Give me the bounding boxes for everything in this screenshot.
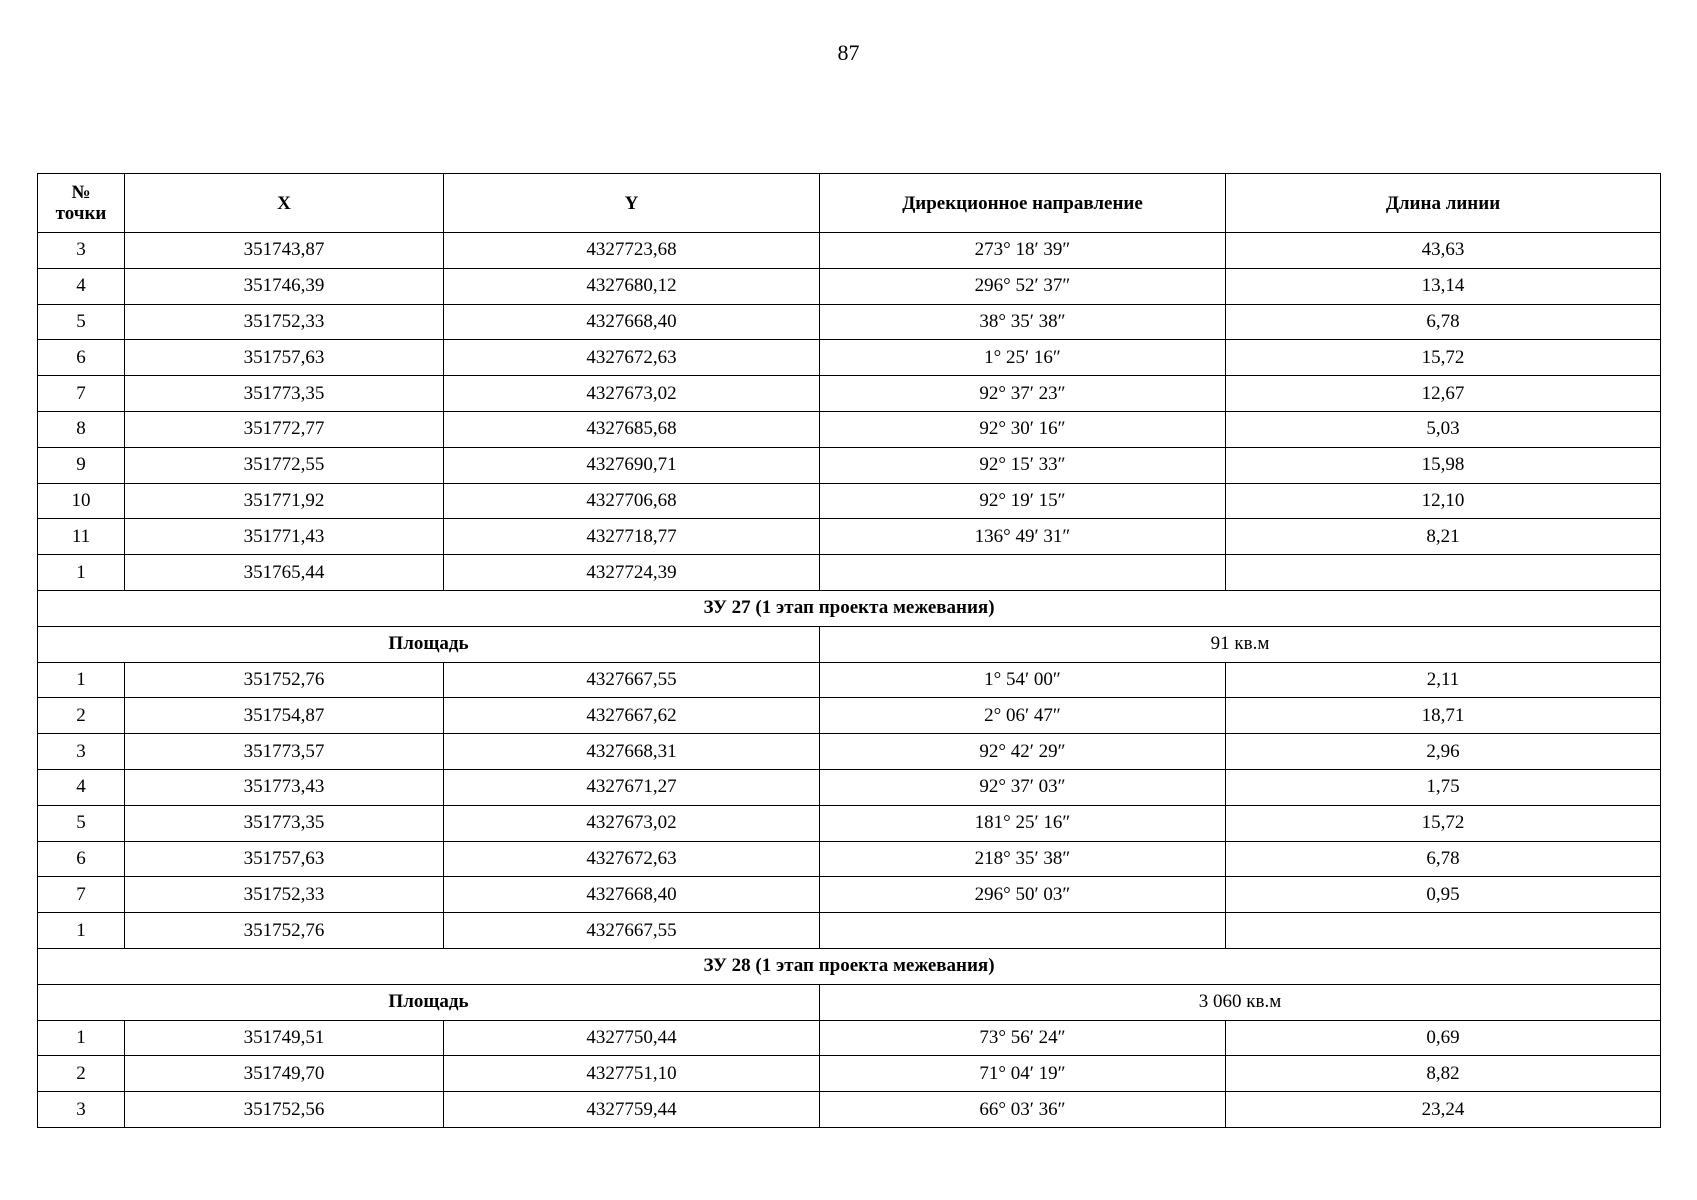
- cell-x: 351749,51: [125, 1020, 444, 1056]
- section-title-row-zu27: [38, 590, 1661, 626]
- cell-point-number: 5: [38, 304, 125, 340]
- cell-length: 6,78: [1226, 841, 1661, 877]
- section-title: ЗУ 28 (1 этап проекта межевания): [38, 948, 1661, 984]
- table-row: [38, 769, 1661, 805]
- cell-x: 351746,39: [125, 268, 444, 304]
- cell-y: 4327672,63: [444, 841, 820, 877]
- header-point-number-line1: №: [71, 182, 91, 203]
- cell-x: 351771,43: [125, 519, 444, 555]
- table-row: [38, 805, 1661, 841]
- cell-length: 15,98: [1226, 447, 1661, 483]
- cell-y: 4327690,71: [444, 447, 820, 483]
- section-title-row-zu28: [38, 948, 1661, 984]
- cell-y: 4327667,55: [444, 662, 820, 698]
- table-row: [38, 268, 1661, 304]
- cell-length: 0,95: [1226, 877, 1661, 913]
- cell-x: 351749,70: [125, 1056, 444, 1092]
- cell-point-number: 5: [38, 805, 125, 841]
- cell-point-number: 3: [38, 1092, 125, 1128]
- area-row-zu28: [38, 984, 1661, 1020]
- cell-direction: 71° 04′ 19″: [820, 1056, 1226, 1092]
- table-row: [38, 698, 1661, 734]
- cell-x: 351773,57: [125, 734, 444, 770]
- cell-point-number: 7: [38, 877, 125, 913]
- cell-x: 351765,44: [125, 555, 444, 591]
- cell-y: 4327680,12: [444, 268, 820, 304]
- cell-length: 23,24: [1226, 1092, 1661, 1128]
- cell-point-number: 6: [38, 841, 125, 877]
- cell-point-number: 6: [38, 340, 125, 376]
- header-row: [38, 174, 1661, 233]
- table-row: [38, 734, 1661, 770]
- cell-point-number: 1: [38, 662, 125, 698]
- cell-length: 5,03: [1226, 411, 1661, 447]
- table-row: [38, 841, 1661, 877]
- cell-length: 15,72: [1226, 805, 1661, 841]
- cell-length: 8,82: [1226, 1056, 1661, 1092]
- cell-y: 4327672,63: [444, 340, 820, 376]
- cell-y: 4327751,10: [444, 1056, 820, 1092]
- cell-direction: 273° 18′ 39″: [820, 233, 1226, 269]
- cell-direction: 66° 03′ 36″: [820, 1092, 1226, 1128]
- cell-length: [1226, 913, 1661, 949]
- cell-point-number: 7: [38, 376, 125, 412]
- cell-direction: 296° 52′ 37″: [820, 268, 1226, 304]
- cell-length: 12,10: [1226, 483, 1661, 519]
- cell-x: 351752,33: [125, 304, 444, 340]
- cell-point-number: 1: [38, 913, 125, 949]
- cell-length: 15,72: [1226, 340, 1661, 376]
- cell-y: 4327718,77: [444, 519, 820, 555]
- cell-direction: 92° 30′ 16″: [820, 411, 1226, 447]
- area-value: 3 060 кв.м: [820, 984, 1661, 1020]
- cell-direction: 136° 49′ 31″: [820, 519, 1226, 555]
- cell-length: 2,11: [1226, 662, 1661, 698]
- cell-y: 4327759,44: [444, 1092, 820, 1128]
- table-row: [38, 411, 1661, 447]
- header-direction: Дирекционное направление: [820, 174, 1226, 233]
- cell-direction: 92° 37′ 23″: [820, 376, 1226, 412]
- cell-x: 351743,87: [125, 233, 444, 269]
- cell-direction: 296° 50′ 03″: [820, 877, 1226, 913]
- table-row: [38, 340, 1661, 376]
- cell-direction: 92° 19′ 15″: [820, 483, 1226, 519]
- cell-length: 43,63: [1226, 233, 1661, 269]
- cell-x: 351771,92: [125, 483, 444, 519]
- cell-point-number: 2: [38, 698, 125, 734]
- cell-y: 4327668,31: [444, 734, 820, 770]
- cell-direction: [820, 913, 1226, 949]
- cell-y: 4327685,68: [444, 411, 820, 447]
- cell-point-number: 3: [38, 734, 125, 770]
- table-row: [38, 304, 1661, 340]
- area-label: Площадь: [38, 984, 820, 1020]
- cell-y: 4327673,02: [444, 805, 820, 841]
- cell-point-number: 10: [38, 483, 125, 519]
- cell-point-number: 1: [38, 1020, 125, 1056]
- cell-direction: 92° 42′ 29″: [820, 734, 1226, 770]
- table-row: [38, 519, 1661, 555]
- cell-direction: 1° 25′ 16″: [820, 340, 1226, 376]
- cell-direction: 1° 54′ 00″: [820, 662, 1226, 698]
- header-point-number-line2: точки: [55, 203, 107, 224]
- table-row: [38, 1020, 1661, 1056]
- cell-y: 4327668,40: [444, 877, 820, 913]
- cell-direction: [820, 555, 1226, 591]
- cell-x: 351752,76: [125, 662, 444, 698]
- section-title: ЗУ 27 (1 этап проекта межевания): [38, 590, 1661, 626]
- cell-x: 351773,35: [125, 376, 444, 412]
- cell-x: 351773,35: [125, 805, 444, 841]
- cell-x: 351757,63: [125, 340, 444, 376]
- cell-y: 4327667,55: [444, 913, 820, 949]
- cell-direction: 218° 35′ 38″: [820, 841, 1226, 877]
- cell-point-number: 11: [38, 519, 125, 555]
- table-row: [38, 233, 1661, 269]
- cell-length: 13,14: [1226, 268, 1661, 304]
- area-label: Площадь: [38, 626, 820, 662]
- header-point-number: [38, 174, 125, 233]
- header-y: Y: [444, 174, 820, 233]
- cell-length: 8,21: [1226, 519, 1661, 555]
- table-row: [38, 376, 1661, 412]
- area-row-zu27: [38, 626, 1661, 662]
- cell-length: [1226, 555, 1661, 591]
- table-row: [38, 913, 1661, 949]
- cell-x: 351752,33: [125, 877, 444, 913]
- cell-length: 12,67: [1226, 376, 1661, 412]
- cell-direction: 73° 56′ 24″: [820, 1020, 1226, 1056]
- cell-direction: 2° 06′ 47″: [820, 698, 1226, 734]
- cell-x: 351752,56: [125, 1092, 444, 1128]
- cell-y: 4327723,68: [444, 233, 820, 269]
- table-row: [38, 662, 1661, 698]
- cell-y: 4327750,44: [444, 1020, 820, 1056]
- cell-x: 351772,77: [125, 411, 444, 447]
- cell-x: 351773,43: [125, 769, 444, 805]
- cell-direction: 38° 35′ 38″: [820, 304, 1226, 340]
- cell-direction: 92° 37′ 03″: [820, 769, 1226, 805]
- cell-point-number: 2: [38, 1056, 125, 1092]
- table-row: [38, 1056, 1661, 1092]
- cell-y: 4327706,68: [444, 483, 820, 519]
- cell-length: 1,75: [1226, 769, 1661, 805]
- cell-x: 351754,87: [125, 698, 444, 734]
- cell-point-number: 3: [38, 233, 125, 269]
- cell-x: 351752,76: [125, 913, 444, 949]
- cell-y: 4327668,40: [444, 304, 820, 340]
- cell-point-number: 4: [38, 268, 125, 304]
- cell-length: 2,96: [1226, 734, 1661, 770]
- cell-y: 4327724,39: [444, 555, 820, 591]
- coordinates-table: [37, 173, 1661, 1128]
- cell-point-number: 8: [38, 411, 125, 447]
- table-row: [38, 1092, 1661, 1128]
- page-number: 87: [837, 40, 860, 65]
- cell-point-number: 4: [38, 769, 125, 805]
- cell-direction: 92° 15′ 33″: [820, 447, 1226, 483]
- header-length: Длина линии: [1226, 174, 1661, 233]
- cell-length: 6,78: [1226, 304, 1661, 340]
- cell-length: 0,69: [1226, 1020, 1661, 1056]
- table-row: [38, 483, 1661, 519]
- cell-length: 18,71: [1226, 698, 1661, 734]
- cell-point-number: 9: [38, 447, 125, 483]
- cell-y: 4327671,27: [444, 769, 820, 805]
- cell-point-number: 1: [38, 555, 125, 591]
- cell-y: 4327667,62: [444, 698, 820, 734]
- cell-x: 351757,63: [125, 841, 444, 877]
- cell-direction: 181° 25′ 16″: [820, 805, 1226, 841]
- table-row: [38, 877, 1661, 913]
- cell-x: 351772,55: [125, 447, 444, 483]
- area-value: 91 кв.м: [820, 626, 1661, 662]
- header-x: X: [125, 174, 444, 233]
- cell-y: 4327673,02: [444, 376, 820, 412]
- table-row: [38, 555, 1661, 591]
- table-row: [38, 447, 1661, 483]
